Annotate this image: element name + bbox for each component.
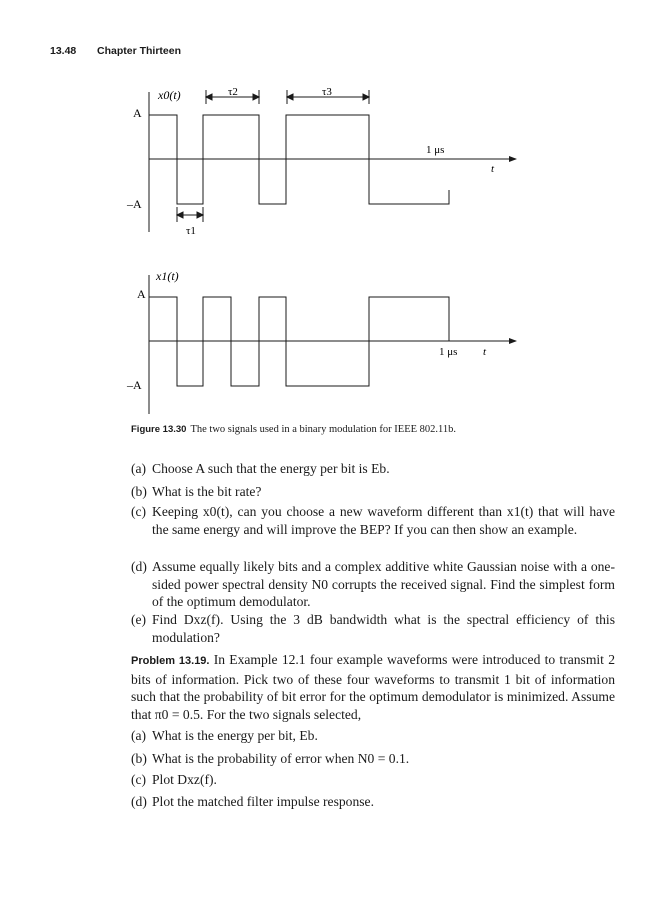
question-b: (b) What is the bit rate? xyxy=(131,484,262,499)
plot2-ylabel: x1(t) xyxy=(156,269,179,283)
tau1-label: τ1 xyxy=(186,225,196,237)
chapter-title: Chapter Thirteen xyxy=(97,45,182,57)
problem-text: In Example 12.1 four example waveforms were introduced to transmit 2 bits of information. Pick two of these four waveforms to transmit 1 bit of information such that the probability of bit error for the optimum demodulator is minimized. Assume that π0 = 0.5. For the two signals selected, xyxy=(131,652,615,722)
plot1-a-label: A xyxy=(133,106,142,120)
plot2-neg-a-label: –A xyxy=(127,378,142,392)
problem-label: Problem 13.19. xyxy=(131,655,210,667)
page-number: 13.48 xyxy=(50,45,77,57)
problem-13-19 xyxy=(131,651,615,723)
figure-caption xyxy=(131,424,456,435)
plot1-neg-a-label: –A xyxy=(127,197,142,211)
caption-label: Figure 13.30 xyxy=(131,424,187,435)
problem-question-b: (b) What is the probability of error when N0 = 0.1. xyxy=(131,751,410,766)
question-e: (e) Find Dxz(f). Using the 3 dB bandwidth what is the spectral efficiency of this modulation? xyxy=(131,612,615,645)
plot2-t-label: t xyxy=(483,346,487,358)
question-a: (a) Choose A such that the energy per bit is Eb. xyxy=(131,461,390,476)
tau2-label: τ2 xyxy=(228,86,238,98)
problem-question-d: (d) Plot the matched filter impulse response. xyxy=(131,794,374,809)
problem-question-c: (c) Plot Dxz(f). xyxy=(131,772,217,787)
plot1-time-label: 1 μs xyxy=(426,144,445,156)
figure-13-30 xyxy=(0,0,664,420)
plot1-ylabel: x0(t) xyxy=(158,88,181,102)
question-c: (c) Keeping x0(t), can you choose a new waveform different than x1(t) that will have the same energy and will improve the BEP? If you can then show an example. xyxy=(131,504,615,537)
problem-question-a: (a) What is the energy per bit, Eb. xyxy=(131,728,318,743)
caption-text: The two signals used in a binary modulation for IEEE 802.11b. xyxy=(190,424,457,435)
question-d: (d) Assume equally likely bits and a complex additive white Gaussian noise with a one-sided power spectral density N0 corrupts the received signal. Find the simplest form of the optimum demodulator. xyxy=(131,559,615,609)
plot2-a-label: A xyxy=(137,287,146,301)
tau3-label: τ3 xyxy=(322,86,332,98)
plot1-t-label: t xyxy=(491,163,495,175)
plot2-time-label: 1 μs xyxy=(439,346,458,358)
